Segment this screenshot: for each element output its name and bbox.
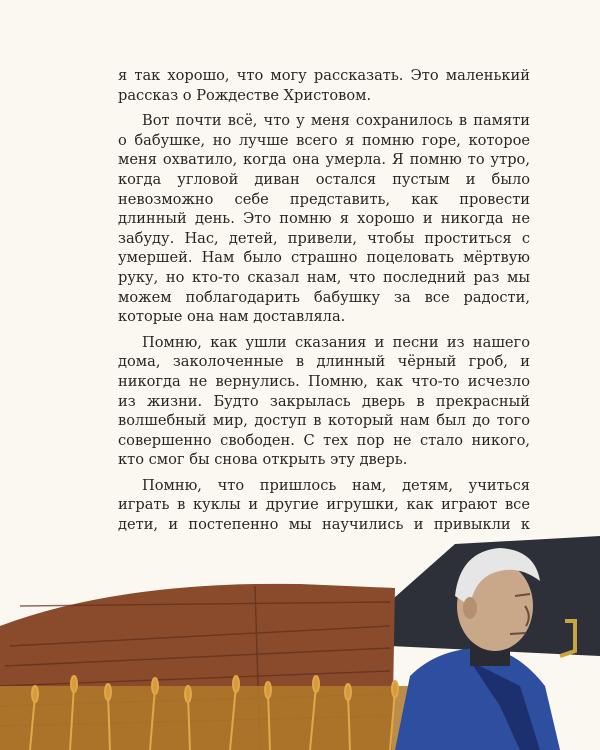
illustration-old-man-field [0,536,600,750]
paragraph-4: Помню, что пришлось нам, детям, учиться играть в куклы и другие игрушки, как играют все дети, и постепенно мы научились и привыкли к [118,476,530,534]
wheat-field [0,686,420,750]
paragraph-3: Помню, как ушли сказания и песни из нашего дома, заколоченные в длинный чёрный гроб, и никогда не вернулись. Помню, как что-то исчезло из жизни. Будто закрылась дверь в прекрасный волшебный мир, доступ в который нам был до того совершенно свободен. С тех пор не стало никого, кто смог бы снова открыть эту дверь. [118,333,530,469]
paragraph-1: я так хорошо, что могу рассказать. Это маленький рассказ о Рождестве Христовом. [118,67,530,104]
paragraph-2: Вот почти всё, что у меня сохранилось в памяти о бабушке, но лучше всего я помню горе, которое меня охватило, когда она умерла. Я помню то утро, когда угловой диван остался пустым и было невозможно себе представить, как провести длинный день. Это помню я хорошо и никогда не забуду. Нас, детей, привели, чтобы проститься с умершей. Нам было страшно поцеловать мёртвую руку, но кто-то сказал нам, что последний раз мы можем поблагодарить бабушку за все радости, которые она нам доставляла. [118,112,530,326]
